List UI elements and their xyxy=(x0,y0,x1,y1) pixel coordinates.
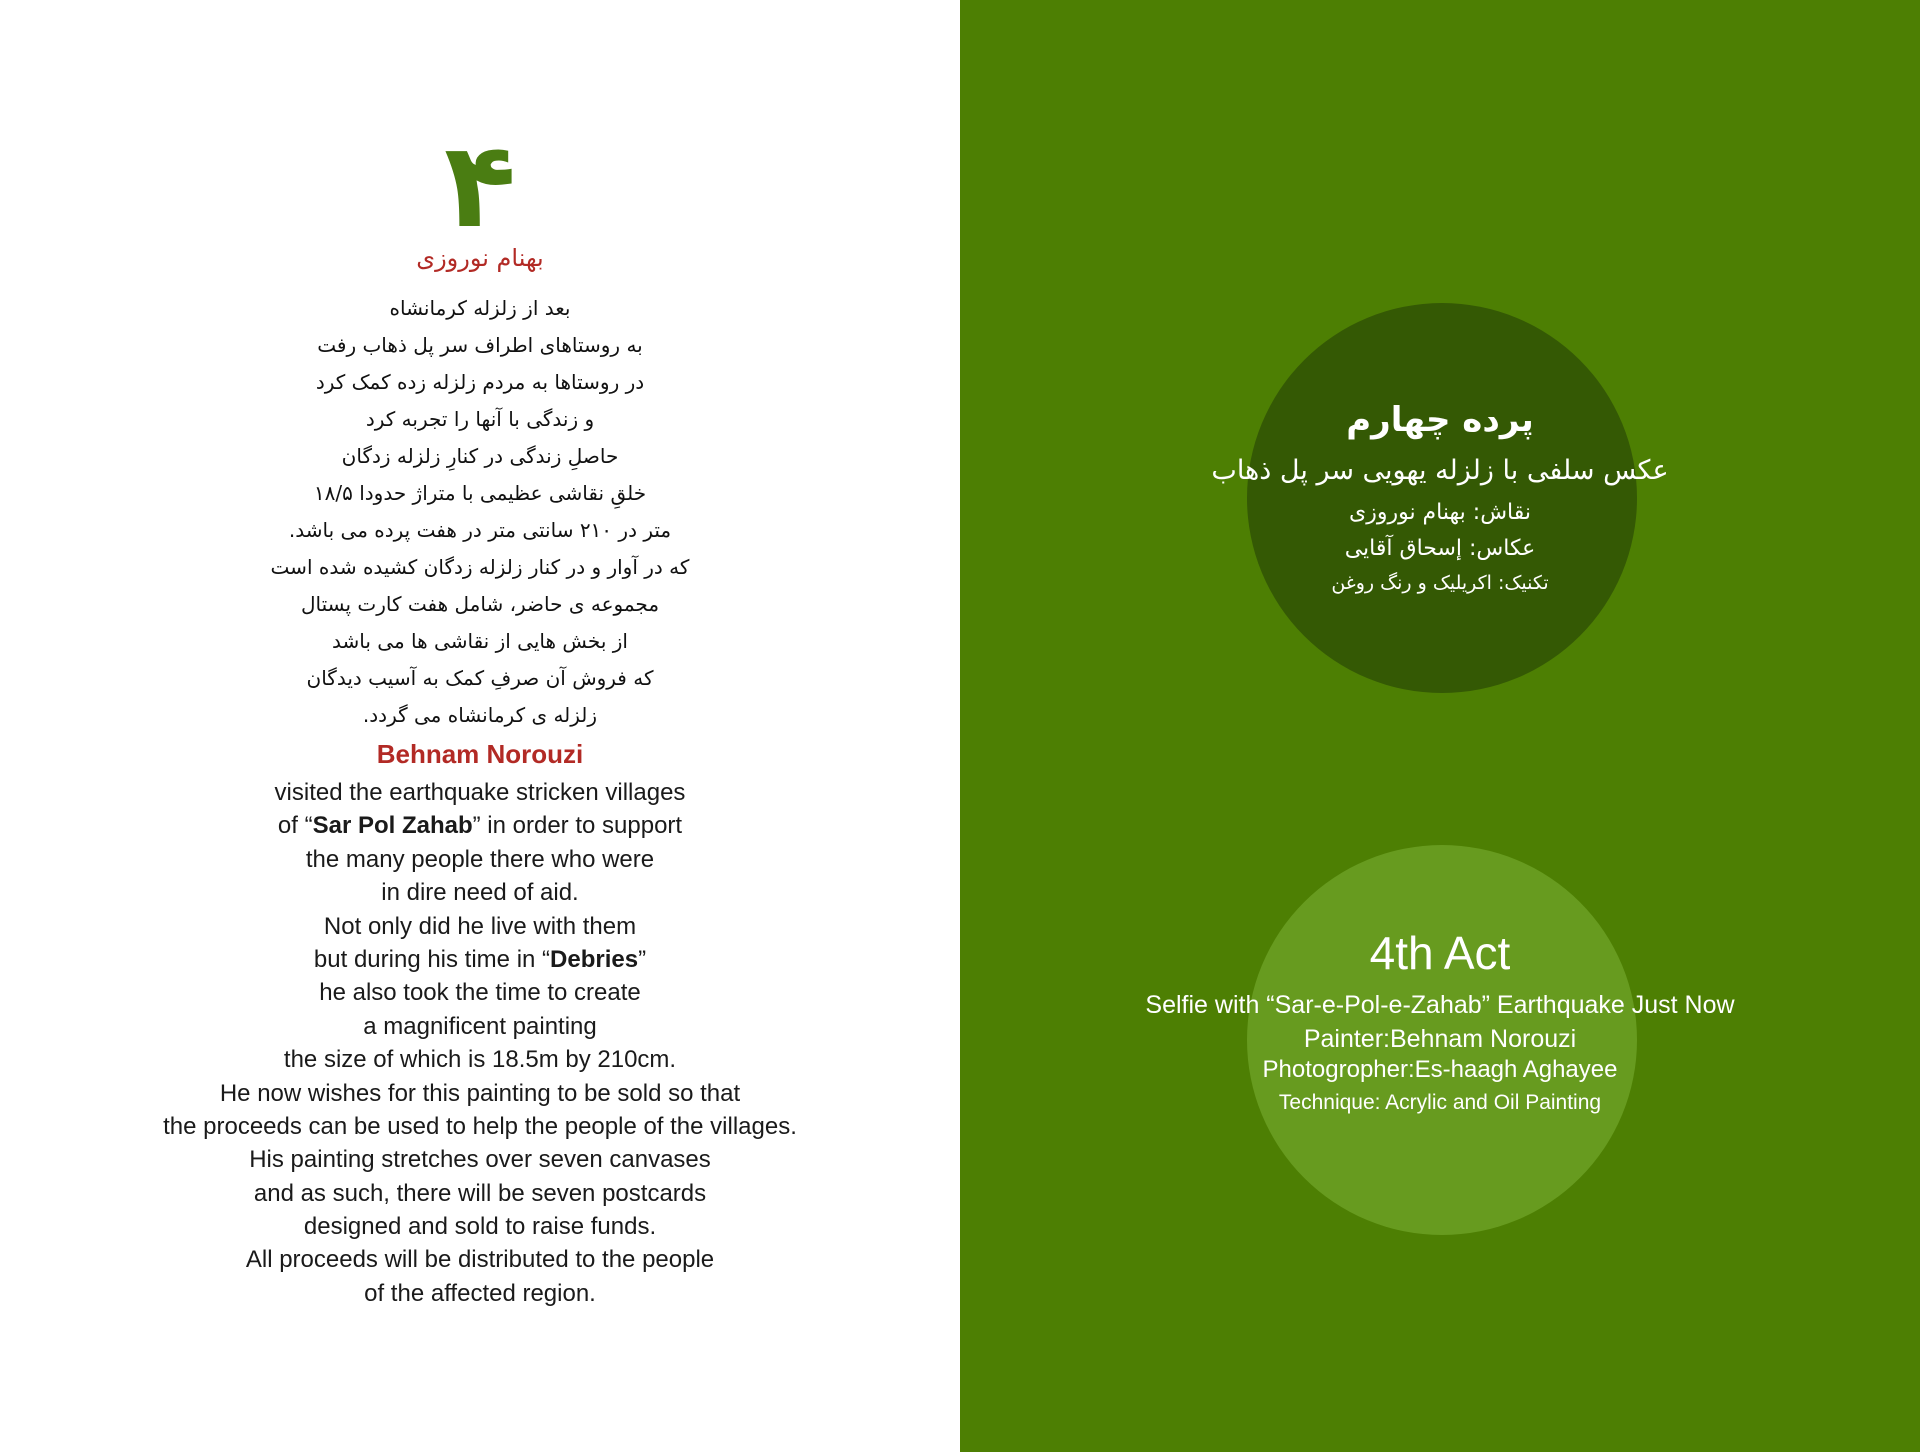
description-fa-line: حاصلِ زندگی در کنارِ زلزله زدگان xyxy=(341,444,619,468)
photographer-credit-en: Photogropher:Es-haagh Aghayee xyxy=(1262,1056,1618,1083)
description-en-line: visited the earthquake stricken villages xyxy=(274,779,686,806)
artist-name-en: Behnam Norouzi xyxy=(376,739,584,769)
description-en-line: a magnificent painting xyxy=(363,1012,597,1040)
act-number: ۴ xyxy=(443,116,517,254)
painter-credit-en: Painter:Behnam Norouzi xyxy=(1303,1025,1577,1053)
description-fa-line: و زندگی با آنها را تجربه کرد xyxy=(365,407,595,431)
description-fa-line: که در آوار و در کنار زلزله زدگان کشیده شده است xyxy=(270,555,690,579)
description-fa-line: در روستاها به مردم زلزله زده کمک کرد xyxy=(315,370,645,394)
description-en-line: of the affected region. xyxy=(364,1279,596,1307)
artwork-title-fa: عکس سلفی با زلزله یهویی سر پل ذهاب xyxy=(1211,455,1669,486)
description-en-line: designed and sold to raise funds. xyxy=(303,1213,657,1241)
act-title-en: 4th Act xyxy=(1369,927,1511,979)
description-en-line: the proceeds can be used to help the people of the villages. xyxy=(163,1112,797,1140)
description-en-line: he also took the time to create xyxy=(319,979,641,1007)
description-en-line: He now wishes for this painting to be sold so that xyxy=(219,1079,741,1107)
description-en-line: of “Sar Pol Zahab” in order to support xyxy=(277,812,683,840)
painter-credit-fa: نقاش: بهنام نوروزی xyxy=(1348,500,1531,525)
artist-name-fa: بهنام نوروزی xyxy=(416,244,544,272)
description-en-line: but during his time in “Debries” xyxy=(313,945,647,973)
description-fa-line: متر در ۲۱۰ سانتی متر در هفت پرده می باشد. xyxy=(288,518,672,542)
description-en xyxy=(100,776,860,1310)
description-en-line: the many people there who were xyxy=(305,845,655,873)
description-fa-line: از بخش هایی از نقاشی ها می باشد xyxy=(332,629,628,653)
description-en-line: in dire need of aid. xyxy=(381,879,579,907)
photographer-credit-fa: عکاس: إسحاق آقایی xyxy=(1344,536,1536,561)
description-fa-line: که فروش آن صرفِ کمک به آسیب دیدگان xyxy=(306,666,654,690)
artwork-title-en: Selfie with “Sar-e-Pol-e-Zahab” Earthquake Just Now xyxy=(1145,991,1735,1019)
description-fa-line: خلقِ نقاشی عظیمی با متراژ حدودا ۱۸/۵ xyxy=(313,481,647,505)
description-fa xyxy=(230,290,730,734)
technique-fa: تکنیک: اکریلیک و رنگ روغن xyxy=(1331,572,1549,594)
act-title-fa: پرده چهارم xyxy=(1346,400,1534,440)
description-fa-line: زلزله ی کرمانشاه می گردد. xyxy=(362,703,598,727)
description-en-line: and as such, there will be seven postcards xyxy=(253,1179,707,1207)
description-en-line: His painting stretches over seven canvases xyxy=(249,1146,711,1174)
description-en-line: the size of which is 18.5m by 210cm. xyxy=(283,1046,677,1074)
description-fa-line: به روستاهای اطراف سر پل ذهاب رفت xyxy=(317,333,643,357)
description-en-line: All proceeds will be distributed to the people xyxy=(245,1246,715,1274)
technique-en: Technique: Acrylic and Oil Painting xyxy=(1278,1091,1602,1114)
description-fa-line: مجموعه ی حاضر، شامل هفت کارت پستال xyxy=(300,592,660,616)
description-fa-line: بعد از زلزله کرمانشاه xyxy=(389,296,571,320)
description-en-line: Not only did he live with them xyxy=(323,912,637,940)
